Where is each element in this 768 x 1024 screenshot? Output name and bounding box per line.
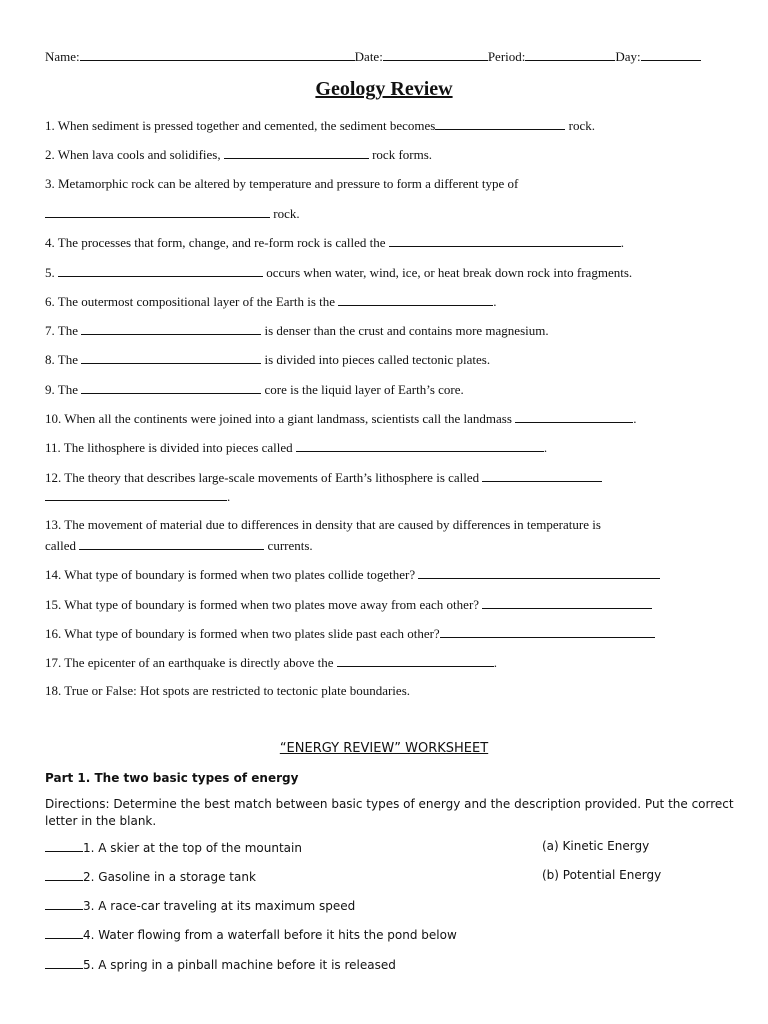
question-2: 2. When lava cools and solidifies, rock forms.: [45, 147, 433, 162]
header-fields: [45, 48, 701, 65]
energy-item-3: 3. A race-car traveling at its maximum speed: [45, 897, 355, 913]
answer-5-blank[interactable]: [58, 264, 263, 277]
answer-1-blank[interactable]: [435, 117, 565, 130]
energy-item-5: 5. A spring in a pinball machine before it is released: [45, 956, 396, 972]
question-7: 7. The is denser than the crust and contains more magnesium.: [45, 323, 549, 338]
directions: Directions: Determine the best match between basic types of energy and the description provided. Put the correct letter in the blank.: [45, 797, 734, 828]
answer-13-blank[interactable]: [79, 537, 264, 550]
answer-8-blank[interactable]: [81, 351, 261, 364]
answer-17-blank[interactable]: [337, 654, 494, 667]
day-label: Day:: [615, 49, 641, 64]
answer-2-blank[interactable]: [224, 146, 369, 159]
date-label: Date:: [354, 49, 383, 64]
energy-item-2: 2. Gasoline in a storage tank: [45, 868, 256, 884]
date-field[interactable]: [383, 48, 488, 61]
question-15: 15. What type of boundary is formed when two plates move away from each other?: [45, 596, 652, 613]
answer-15-blank[interactable]: [482, 596, 652, 609]
answer-9-blank[interactable]: [81, 381, 261, 394]
energy-item-1-blank[interactable]: [45, 839, 83, 852]
question-13: 13. The movement of material due to differences in density that are caused by differences in temperature is: [45, 517, 601, 532]
answer-16-blank[interactable]: [440, 625, 655, 638]
question-12-cont: .: [45, 488, 230, 505]
answer-14-blank[interactable]: [418, 566, 660, 579]
answer-3-blank[interactable]: [45, 205, 270, 218]
period-label: Period:: [487, 49, 526, 64]
energy-item-1: 1. A skier at the top of the mountain: [45, 839, 302, 855]
option-potential: (b) Potential Energy: [542, 868, 662, 882]
energy-item-4: 4. Water flowing from a waterfall before it hits the pond below: [45, 926, 457, 942]
question-8: 8. The is divided into pieces called tectonic plates.: [45, 352, 491, 367]
question-1: 1. When sediment is pressed together and cemented, the sediment becomes rock.: [45, 118, 595, 133]
question-10: 10. When all the continents were joined into a giant landmass, scientists call the landmass .: [45, 411, 637, 426]
question-5: 5. occurs when water, wind, ice, or heat break down rock into fragments.: [45, 265, 633, 280]
answer-7-blank[interactable]: [81, 322, 261, 335]
question-18: 18. True or False: Hot spots are restricted to tectonic plate boundaries.: [45, 683, 411, 698]
answer-12-blank-a[interactable]: [482, 469, 602, 482]
question-13-cont: called currents.: [45, 538, 313, 553]
energy-item-5-blank[interactable]: [45, 956, 83, 969]
question-9: 9. The core is the liquid layer of Earth’s core.: [45, 382, 464, 397]
energy-item-4-blank[interactable]: [45, 926, 83, 939]
answer-11-blank[interactable]: [296, 439, 544, 452]
geology-title: Geology Review: [315, 78, 453, 100]
answer-12-blank-b[interactable]: [45, 488, 227, 501]
answer-10-blank[interactable]: [515, 410, 633, 423]
question-14: 14. What type of boundary is formed when two plates collide together?: [45, 566, 660, 583]
question-17: 17. The epicenter of an earthquake is directly above the .: [45, 655, 498, 670]
question-16: 16. What type of boundary is formed when two plates slide past each other?: [45, 625, 655, 642]
question-3: 3. Metamorphic rock can be altered by temperature and pressure to form a different type of: [45, 176, 519, 191]
energy-item-2-blank[interactable]: [45, 868, 83, 881]
energy-title: “ENERGY REVIEW” WORKSHEET: [279, 741, 489, 756]
name-label: Name:: [45, 49, 80, 64]
option-kinetic: (a) Kinetic Energy: [542, 839, 650, 853]
question-6: 6. The outermost compositional layer of the Earth is the .: [45, 294, 497, 309]
part1-heading: Part 1. The two basic types of energy: [45, 771, 299, 785]
question-3-cont: rock.: [45, 205, 300, 222]
day-field[interactable]: [641, 48, 701, 61]
answer-4-blank[interactable]: [389, 234, 621, 247]
name-field[interactable]: [80, 48, 355, 61]
question-11: 11. The lithosphere is divided into pieces called .: [45, 440, 548, 455]
question-4: 4. The processes that form, change, and re-form rock is called the .: [45, 235, 625, 250]
energy-item-3-blank[interactable]: [45, 897, 83, 910]
answer-6-blank[interactable]: [338, 293, 493, 306]
question-12: 12. The theory that describes large-scale movements of Earth’s lithosphere is called: [45, 469, 602, 486]
period-field[interactable]: [525, 48, 615, 61]
